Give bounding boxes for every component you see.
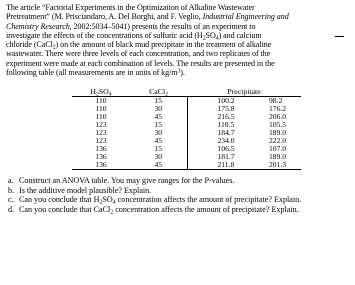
- cell-precipitate-2: 107.0: [269, 144, 287, 154]
- cell-precipitate-2: 222.0: [269, 136, 287, 146]
- header-h2so4: $H_2SO_4$: [72, 81, 130, 97]
- header-cacl2: CaCl$_2$: [130, 81, 187, 97]
- cell-precipitate-1: 216.5: [217, 112, 235, 122]
- header-precipitate: Precipitate: [187, 81, 301, 97]
- intro-line: The article “Factorial Experiments in the Optimization of Alkaline Wastewater: [6, 3, 255, 12]
- question-list: [6, 176, 352, 214]
- question-a: a. Construct an ANOVA table. You may give ranges for the P-values.: [8, 176, 235, 186]
- cell-precipitate-2: 206.0: [269, 112, 287, 122]
- subscript: 2: [202, 35, 206, 42]
- cell-cacl2: 30: [130, 129, 187, 137]
- intro-line: [6, 12, 352, 21]
- cell-precipitate-1: 211.8: [187, 161, 255, 170]
- cell-cacl2: 30: [130, 153, 187, 161]
- cell-cacl2: 45: [130, 113, 187, 121]
- cell-precipitate-1: 175.8: [217, 104, 235, 114]
- cell-precipitate-2: 189.0: [269, 128, 287, 138]
- problem-document: [6, 3, 352, 214]
- intro-line: wastewater. There were three levels of each concentration, and two replicates of the: [6, 49, 271, 59]
- intro-text: , 2002:5034–5041) presents the results of an experiment to: [69, 21, 256, 31]
- cell-h2so4: 110: [95, 104, 107, 114]
- journal-title: Chemistry Research: [6, 21, 70, 31]
- subscript: 4: [215, 35, 219, 42]
- cell-cacl2: 15: [130, 97, 187, 106]
- cell-h2so4: 136: [72, 161, 130, 170]
- problem-intro: [6, 3, 352, 77]
- cell-cacl2: 15: [130, 145, 187, 153]
- cell-cacl2: 45: [130, 137, 187, 145]
- table-row: [72, 161, 301, 170]
- cell-h2so4: 123: [95, 120, 107, 130]
- cell-precipitate-1: 234.0: [217, 136, 235, 146]
- cell-h2so4: 123: [95, 128, 107, 138]
- cell-precipitate-1: 184.7: [217, 128, 235, 138]
- subscript: 2: [52, 44, 56, 51]
- cell-precipitate-2: 105.5: [269, 120, 287, 130]
- cell-precipitate-2: 98.2: [269, 96, 283, 105]
- cell-cacl2: 45: [130, 161, 187, 170]
- intro-line: [6, 68, 352, 77]
- intro-text: ).: [180, 67, 185, 77]
- cell-precipitate-1: 110.5: [217, 120, 235, 130]
- cell-precipitate-1: 100.2: [217, 96, 235, 105]
- cell-h2so4: 123: [95, 136, 107, 146]
- intro-text: chloride (CaCl: [6, 40, 53, 49]
- cell-h2so4: 136: [95, 144, 107, 154]
- intro-text: SO: [205, 30, 216, 40]
- cell-precipitate-2: 201.3: [255, 161, 301, 170]
- cell-cacl2: 15: [130, 121, 187, 129]
- question-b: b. Is the additive model plausible? Explain.: [8, 185, 152, 195]
- intro-line: [6, 40, 352, 49]
- intro-line: [6, 22, 352, 31]
- cell-h2so4: 136: [95, 152, 107, 162]
- precipitate-table: [72, 81, 301, 170]
- question-c: c. Can you conclude that $H_2SO_4$ concentration affects the amount of precipitate? Explain.: [8, 195, 302, 206]
- cell-precipitate-1: 181.7: [217, 152, 235, 162]
- margin-mark: [335, 36, 344, 37]
- journal-title: Industrial Engineering and: [202, 12, 289, 22]
- cell-precipitate-1: 106.5: [217, 144, 235, 154]
- intro-text: ) and calcium: [218, 30, 262, 40]
- cell-h2so4: 110: [95, 96, 107, 105]
- cell-precipitate-2: 189.0: [269, 152, 287, 162]
- cell-cacl2: 30: [130, 105, 187, 113]
- table-header-row: [72, 81, 301, 97]
- superscript: 3: [177, 68, 181, 75]
- intro-text: following table (all measurements are in units of kg/m: [6, 67, 178, 77]
- intro-text: investigate the effects of the concentrations of sulfuric acid (H: [6, 30, 203, 40]
- intro-text: ) on the amount of black mud precipitate in the treatment of alkaline: [55, 40, 272, 49]
- intro-text: Pretreatment” (M. Prisciandaro, A. Del Borghi, and F. Veglio,: [6, 12, 203, 22]
- intro-line: [6, 31, 352, 40]
- intro-line: experiment were made at each combination of levels. The results are presented in the: [6, 58, 275, 68]
- question-d: d. Can you conclude that CaCl$_2$ concentration affects the amount of precipitate? Explain.: [8, 204, 299, 216]
- cell-h2so4: 110: [95, 112, 107, 122]
- cell-precipitate-2: 176.2: [269, 104, 287, 114]
